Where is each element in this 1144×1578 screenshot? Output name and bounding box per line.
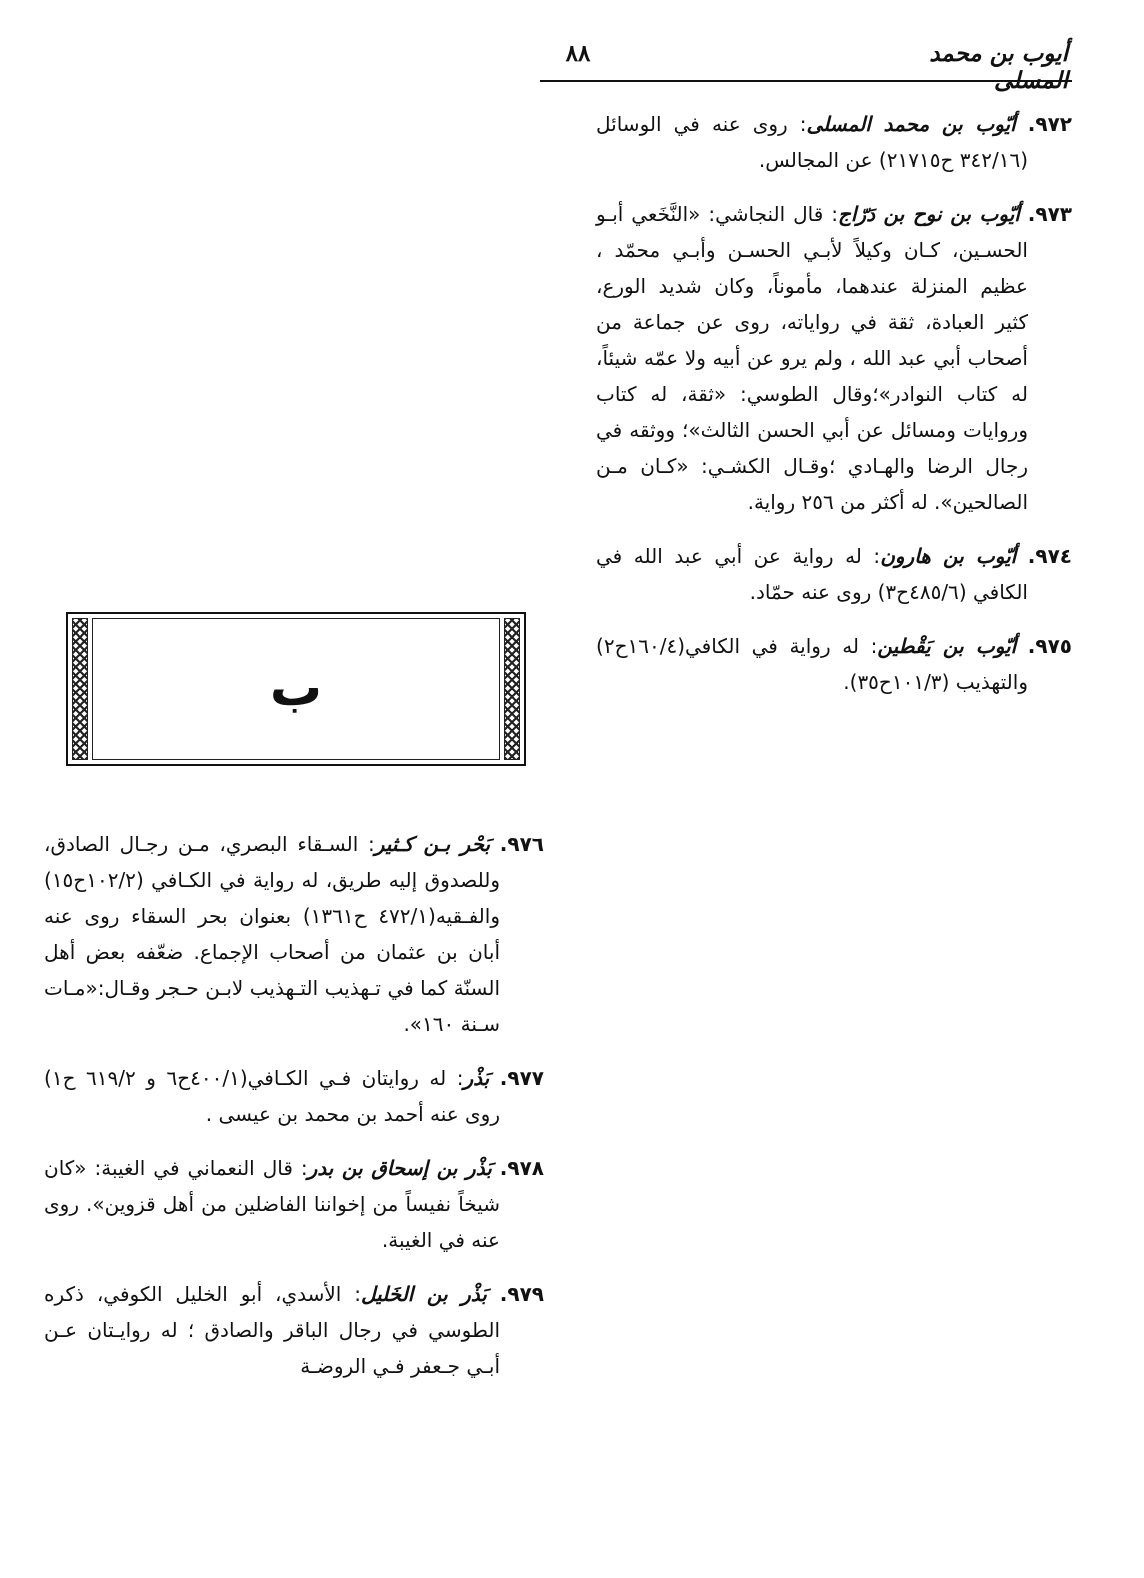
entry-number: ٩٧٤.	[1027, 544, 1072, 568]
entry-976	[44, 826, 544, 1042]
entry-number: ٩٧٦.	[499, 832, 544, 856]
entry-name: أيّوب بن نوح بن دَرّاج	[837, 202, 1020, 226]
entry-number: ٩٧٢.	[1027, 112, 1073, 136]
entry-name: بَذْر بن الخَليل	[361, 1282, 487, 1306]
entry-name: بَذْر بن إسحاق بن بدر	[307, 1156, 492, 1180]
running-header-title: أيوب بن محمد المسلى	[929, 40, 1068, 94]
entry-text: : الأسدي، أبو الخليل الكوفي، ذكره الطوسي في رجال الباقر والصادق ؛ له روايـتان عـن أبـي جـعفر فـي الروضـة	[44, 1282, 500, 1378]
entry-number: ٩٧٧.	[499, 1066, 545, 1090]
left-column	[44, 826, 544, 1402]
page-number: ٨٨	[565, 40, 591, 67]
entry-text: : السـقاء البصري، مـن رجـال الصادق، وللصدوق إليه طريق، له رواية في الكـافي (١٠٢/٢ح١٥) والفـقيه(٤٧٢/١ ح١٣٦١) بعنوان بحر السقاء روى عنه أبان بن عثمان من أصحاب الإجماع. ضعّفه بعض أهل السنّة كما في تـهذيب التـهذيب لابـن حـجر وقـال:«مـات سـنة ١٦٠».	[44, 832, 500, 1036]
entry-number: ٩٧٣.	[1027, 202, 1072, 226]
entry-text: : قال النجاشي: «النَّخَعي أبـو الحسـين، كـان وكيلاً لأبـي الحسـن وأبـي محمّد ، عظيم المنزلة عندهما، مأموناً، وكان شديد الورع، كثير العبادة، ثقة في رواياته، روى عن جماعة من أصحاب أبي عبد الله ، ولم يرو عن أبيه ولا عمّه شيئاً، له كتاب النوادر»؛وقال الطوسي: «ثقة، له كتاب وروايات ومسائل عن أبي الحسن الثالث»؛ ووثقه في رجال الرضا والهـادي ؛وقـال الكشـي: «كـان مـن الصالحين». له أكثر من ٢٥٦ رواية.	[596, 202, 1028, 514]
entry-name: أيّوب بن هارون	[880, 544, 1017, 568]
entry-973	[596, 196, 1072, 520]
entry-974	[596, 538, 1072, 610]
header-rule	[540, 80, 1072, 82]
entry-text: : روى عنه في الوسائل (٣٤٢/١٦ ح٢١٧١٥) عن المجالس.	[596, 112, 1028, 172]
entry-name: أيّوب بن محمد المسلى	[806, 112, 1016, 136]
entry-text: : له رواية في الكافي(١٦٠/٤ح٢) والتهذيب (١٠١/٣ح٣٥).	[596, 634, 1028, 694]
entry-972	[596, 106, 1072, 178]
entry-text: : له روايتان فـي الكـافي(٤٠٠/١ح٦ و ٦١٩/٢ ح١) روى عنه أحمد بن محمد بن عيسى .	[44, 1066, 500, 1126]
entry-name: بَحْر بـن كـثير	[374, 832, 491, 856]
entry-977	[44, 1060, 544, 1132]
entry-number: ٩٧٨.	[499, 1156, 544, 1180]
entry-number: ٩٧٥.	[1027, 634, 1072, 658]
entry-name: أيّوب بن يَقْطين	[877, 634, 1017, 658]
entry-text: : له رواية عن أبي عبد الله في الكافي (٤٨٥/٦ح٣) روى عنه حمّاد.	[596, 544, 1028, 604]
entry-number: ٩٧٩.	[499, 1282, 544, 1306]
entry-978	[44, 1150, 544, 1258]
entry-979	[44, 1276, 544, 1384]
section-letter: ب	[269, 658, 323, 718]
section-letter-box	[66, 612, 526, 766]
right-column	[596, 106, 1072, 718]
entry-text: : قال النعماني في الغيبة: «كان شيخاً نفيساً من إخواننا الفاضلين من أهل قزوين». روى عنه في الغيبة.	[44, 1156, 500, 1252]
entry-name: بَذْر	[463, 1066, 490, 1090]
entry-975	[596, 628, 1072, 700]
